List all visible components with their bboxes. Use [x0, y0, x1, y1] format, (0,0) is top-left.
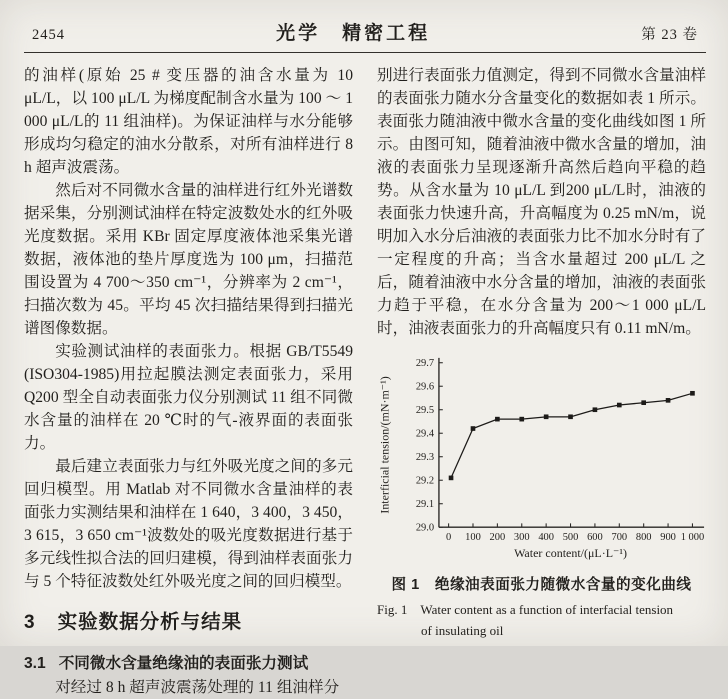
paragraph-subsection-start: 对经过 8 h 超声波震荡处理的 11 组油样分 — [55, 679, 340, 696]
figure-1 — [377, 349, 706, 641]
section-3-heading — [24, 606, 353, 634]
figure-caption-en-line2: of insulating oil — [421, 623, 504, 638]
svg-text:29.7: 29.7 — [415, 358, 435, 370]
svg-text:600: 600 — [587, 531, 603, 543]
subsection-title: 不同微水含量绝缘油的表面张力测试 — [58, 655, 309, 672]
svg-text:29.4: 29.4 — [415, 428, 435, 440]
svg-text:29.0: 29.0 — [415, 522, 435, 534]
two-column-body — [24, 64, 706, 699]
section-number: 3 — [24, 612, 36, 633]
svg-text:29.1: 29.1 — [415, 499, 435, 511]
figure-caption-en-line1: Fig. 1 Water content as a function of interfacial tension — [377, 602, 674, 617]
page-header — [24, 16, 706, 45]
svg-text:100: 100 — [465, 531, 481, 543]
svg-text:700: 700 — [611, 531, 628, 543]
paragraph-oil-samples: 的油样(原始 25 # 变压器的油含水量为 10 μL/L，以 100 μL/L 为梯度配制含水量为 100 ～ 1 000 μL/L的 11 组油样)。为保证油样与水分能够形成均匀稳定的油水分散系，对所有油样进行 8 h 超声波震荡。 — [24, 67, 353, 176]
svg-text:200: 200 — [489, 531, 506, 543]
figure-caption-en — [377, 599, 706, 641]
paragraph-tension-analysis: 别进行表面张力值测定，得到不同微水含量油样的表面张力随水分含量变化的数据如表 1 所示。表面张力随油液中微水含量的变化曲线如图 1 所示。由图可知，随着油液中微水含量的增加，油液的表面张力呈现逐渐升高然后趋向平稳的趋势。从含水量为 10 μL/L 到200 μL/L时，油液的表面张力快速升高，升高幅度为 0.25 mN/m，说明加入水分后油液的表面张力比不加水分时有了一定程度的升高；当含水量超过 200 μL/L 之后，随着油液中水分含量的增加，油液的表面张力趋于平稳，在水分含量为 200～1 000 μL/L 时，油液表面张力的升高幅度只有 0.11 mN/m。 — [377, 67, 706, 337]
journal-title: 光学 精密工程 — [276, 23, 431, 44]
svg-text:Water content/(μL·L⁻¹): Water content/(μL·L⁻¹) — [514, 546, 627, 561]
svg-text:29.2: 29.2 — [415, 475, 435, 487]
figure-caption-cn: 图 1 绝缘油表面张力随微水含量的变化曲线 — [391, 577, 692, 593]
left-column — [24, 64, 353, 699]
svg-text:800: 800 — [635, 531, 652, 543]
paragraph-regression: 最后建立表面张力与红外吸光度之间的多元回归模型。用 Matlab 对不同微水含量油样的表面张力实测结果和油样在 1 640，3 400，3 450，3 615，3 650 cm⁻¹波数处的吸光度数据进行基于多元线性拟合法的回归建模，得到油样表面张力与 5 个特征波数处红外吸光度之间的回归模型。 — [24, 458, 353, 590]
svg-text:400: 400 — [538, 531, 554, 543]
right-column — [377, 64, 706, 699]
svg-text:29.6: 29.6 — [415, 381, 435, 393]
svg-text:500: 500 — [562, 531, 579, 543]
header-divider — [24, 52, 706, 53]
volume-label: 第 23 卷 — [641, 27, 698, 43]
subsection-number: 3.1 — [24, 655, 46, 672]
svg-text:1 000: 1 000 — [680, 531, 705, 543]
svg-text:300: 300 — [513, 531, 530, 543]
figure-1-caption — [377, 573, 706, 641]
svg-text:29.5: 29.5 — [415, 405, 435, 417]
svg-text:900: 900 — [660, 531, 676, 543]
subsection-3-1-heading — [24, 651, 353, 673]
line-chart-interfacial-tension — [377, 349, 706, 570]
svg-text:0: 0 — [445, 531, 452, 543]
paragraph-surface-tension: 实验测试油样的表面张力。根据 GB/T5549 (ISO304-1985)用拉起膜法测定表面张力，采用 Q200 型全自动表面张力仪分别测试 11 组不同微水含量的油样在 20 ℃时的气-液界面的表面张力。 — [24, 343, 353, 452]
svg-text:Interficial tension/(mN·m⁻¹): Interficial tension/(mN·m⁻¹) — [377, 376, 392, 514]
page-number: 2454 — [32, 27, 65, 43]
paragraph-ir-spectrum: 然后对不同微水含量的油样进行红外光谱数据采集，分别测试油样在特定波数处水的红外吸光度数据。采用 KBr 固定厚度液体池采集光谱数据，液体池的垫片厚度选为 100 μm，扫描范围设置为 4 700～350 cm⁻¹，分辨率为 2 cm⁻¹，扫描次数为 45。平均 45 次扫描结果得到扫描光谱图像数据。 — [24, 182, 353, 337]
svg-text:29.3: 29.3 — [415, 452, 435, 464]
section-title: 实验数据分析与结果 — [57, 611, 243, 633]
